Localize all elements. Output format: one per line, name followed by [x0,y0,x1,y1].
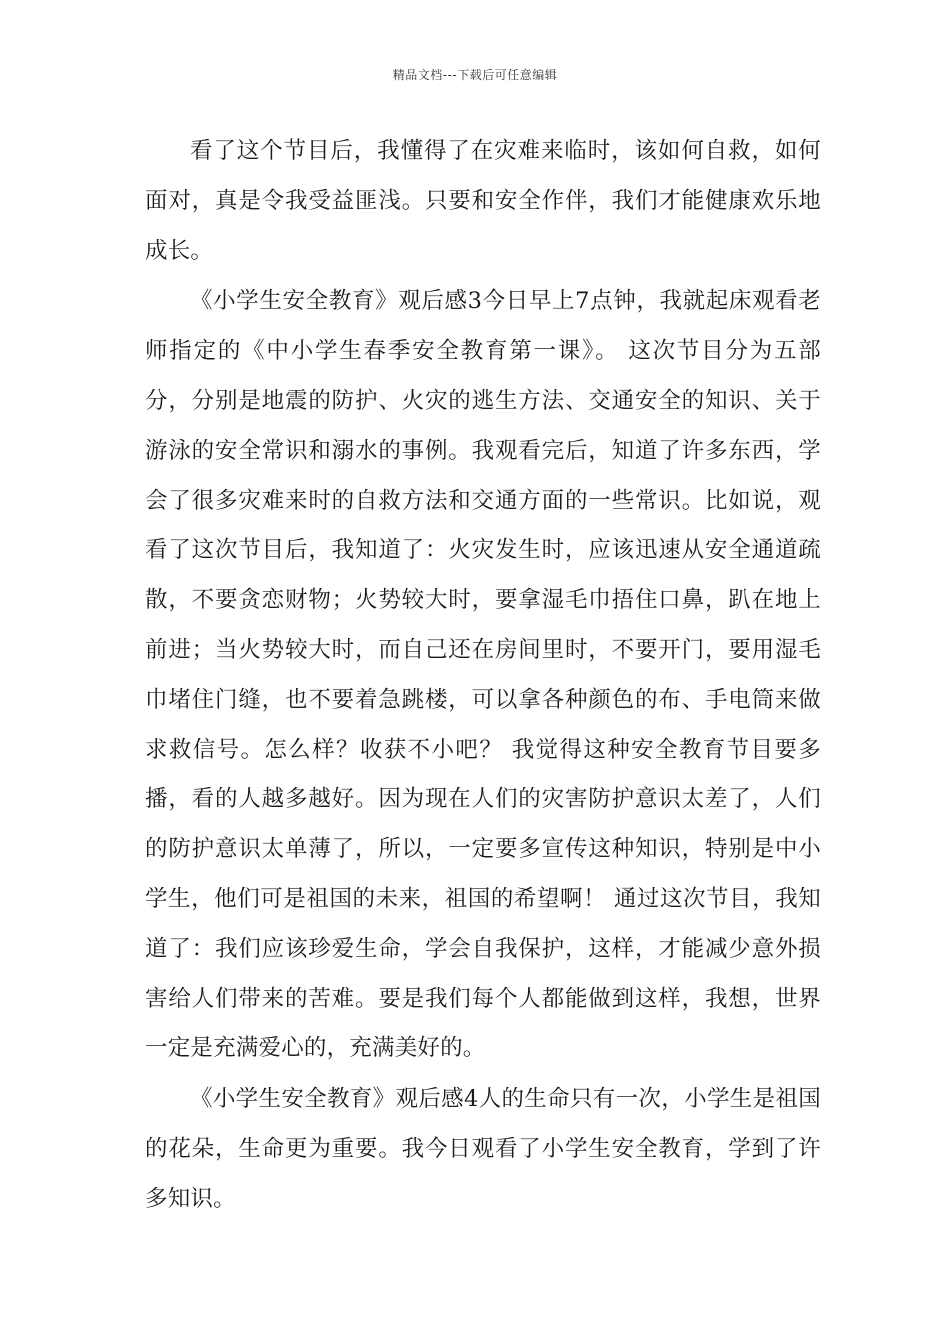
page-header: 精品文档---下载后可任意编辑 [392,68,558,82]
document-body [145,127,821,1226]
paragraph-1: 看了这个节目后，我懂得了在灾难来临时，该如何自救，如何面对，真是令我受益匪浅。只要和安全作伴，我们才能健康欢乐地成长。 [145,138,821,264]
paragraph-2: 《小学生安全教育》观后感3今日早上7点钟，我就起床观看老师指定的《中小学生春季安全教育第一课》。 这次节目分为五部分，分别是地震的防护、火灾的逃生方法、交通安全的知识、关于游泳的安全常识和溺水的事例。我观看完后，知道了许多东西，学会了很多灾难来时的自救方法和交通方面的一些常识。比如说，观看了这次节目后，我知道了：火灾发生时，应该迅速从安全通道疏散，不要贪恋财物；火势较大时，要拿湿毛巾捂住口鼻，趴在地上前进；当火势较大时，而自己还在房间里时，不要开门，要用湿毛巾堵住门缝，也不要着急跳楼，可以拿各种颜色的布、手电筒来做求救信号。怎么样？收获不小吧？ 我觉得这种安全教育节目要多播，看的人越多越好。因为现在人们的灾害防护意识太差了，人们的防护意识太单薄了，所以，一定要多宣传这种知识，特别是中小学生，他们可是祖国的未来，祖国的希望啊！ 通过这次节目，我知道了：我们应该珍爱生命，学会自我保护，这样，才能减少意外损害给人们带来的苦难。要是我们每个人都能做到这样，我想，世界一定是充满爱心的，充满美好的。 [145,288,821,1062]
paragraph-3: 《小学生安全教育》观后感4人的生命只有一次，小学生是祖国的花朵，生命更为重要。我今日观看了小学生安全教育，学到了许多知识。 [145,1086,821,1212]
